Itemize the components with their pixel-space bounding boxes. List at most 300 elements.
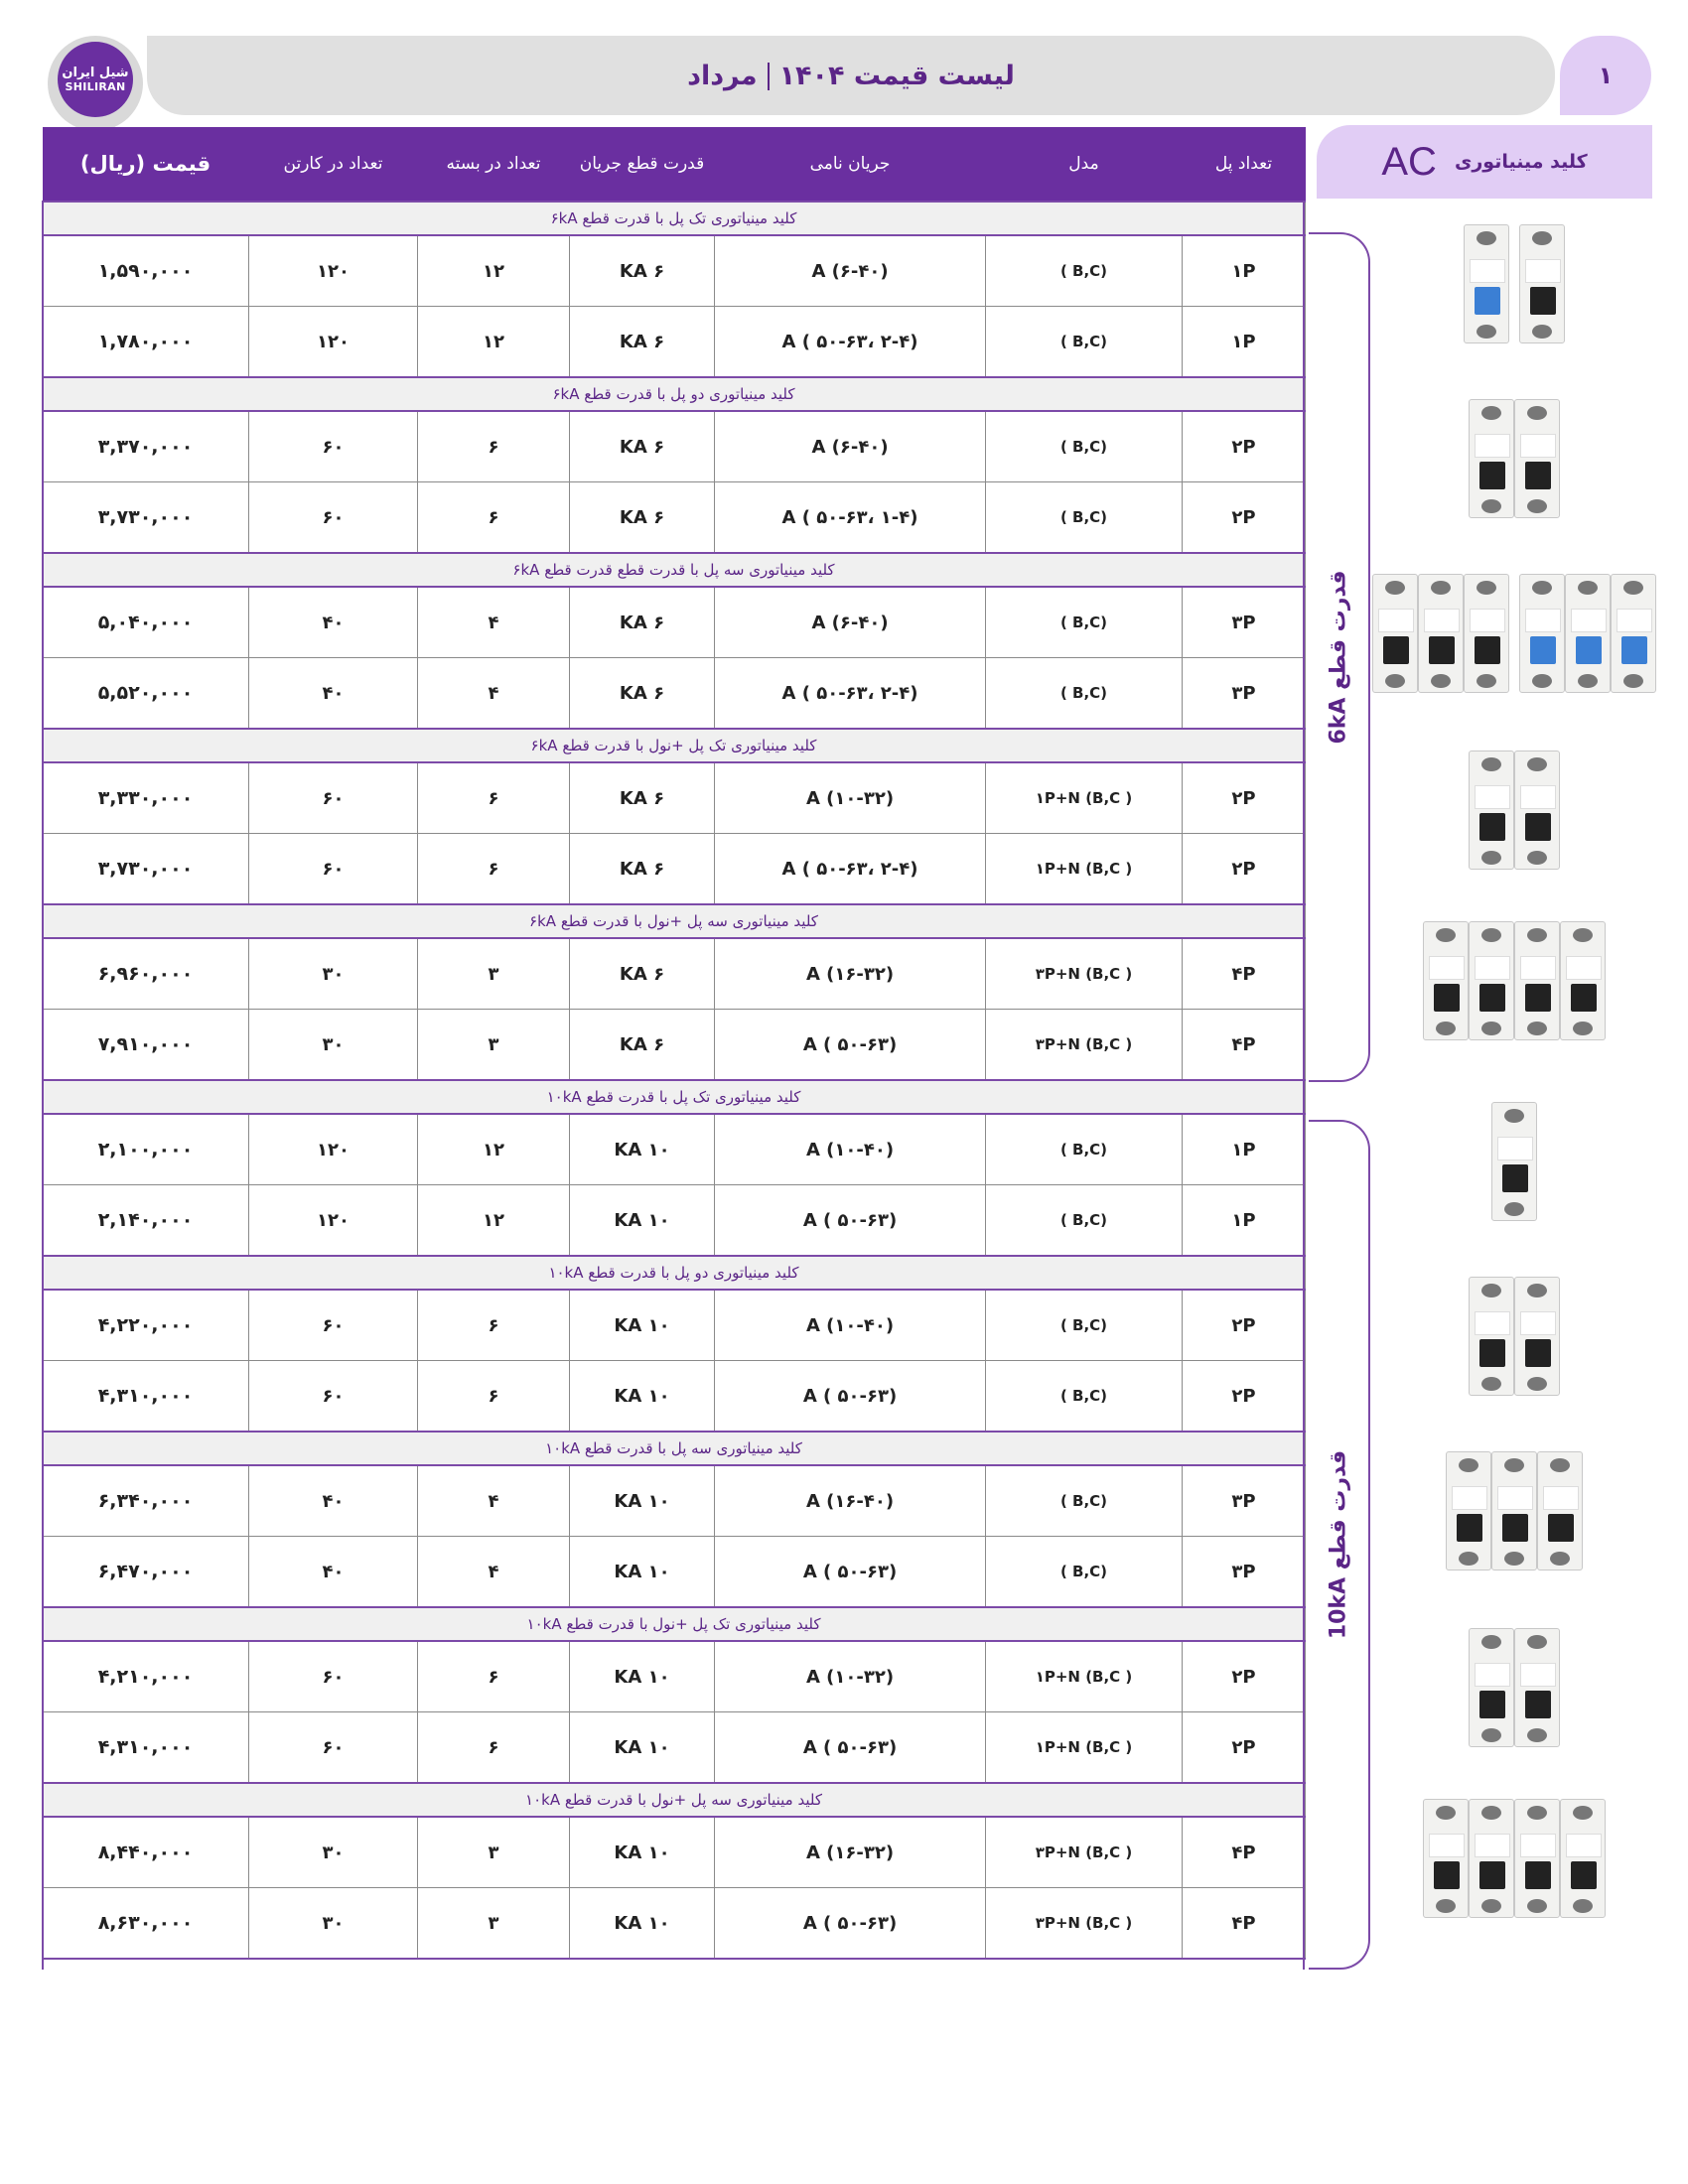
table-row bbox=[43, 1361, 1306, 1433]
cell-model: ۳P+N (B,C ) bbox=[986, 1888, 1183, 1960]
terminal-screw bbox=[1550, 1458, 1570, 1472]
section-header-row bbox=[43, 1607, 1306, 1641]
table-row bbox=[43, 1010, 1306, 1081]
terminal-screw bbox=[1436, 1022, 1456, 1035]
breaker-module bbox=[1491, 1451, 1537, 1570]
cell-price: ۱,۵۹۰,۰۰۰ bbox=[43, 235, 249, 307]
rating-label bbox=[1497, 1486, 1533, 1510]
cell-current: (۵۰-۶۳ ) A bbox=[715, 1537, 986, 1608]
cell-pack: ۶ bbox=[418, 1290, 570, 1361]
mcb-3pn-icon bbox=[1423, 1799, 1606, 1918]
section-header-row bbox=[43, 904, 1306, 938]
terminal-screw bbox=[1481, 1022, 1501, 1035]
cell-price: ۲,۱۰۰,۰۰۰ bbox=[43, 1114, 249, 1185]
toggle-handle bbox=[1434, 984, 1460, 1012]
cell-carton: ۳۰ bbox=[249, 1010, 418, 1081]
breaker-module bbox=[1537, 1451, 1583, 1570]
terminal-screw bbox=[1527, 1284, 1547, 1297]
section-header-row bbox=[43, 553, 1306, 587]
terminal-screw bbox=[1504, 1109, 1524, 1123]
table-row bbox=[43, 658, 1306, 730]
table-row bbox=[43, 762, 1306, 834]
toggle-handle bbox=[1479, 1861, 1505, 1889]
terminal-screw bbox=[1481, 1806, 1501, 1820]
cell-pack: ۶ bbox=[418, 1712, 570, 1784]
terminal-screw bbox=[1504, 1552, 1524, 1566]
cell-carton: ۱۲۰ bbox=[249, 235, 418, 307]
section-header-row bbox=[43, 377, 1306, 411]
terminal-screw bbox=[1532, 581, 1552, 595]
cell-pack: ۴ bbox=[418, 658, 570, 730]
cell-pack: ۱۲ bbox=[418, 235, 570, 307]
rating-label bbox=[1378, 609, 1414, 632]
cell-pack: ۳ bbox=[418, 1010, 570, 1081]
rating-label bbox=[1520, 434, 1556, 458]
cell-price: ۸,۶۳۰,۰۰۰ bbox=[43, 1888, 249, 1960]
cell-price: ۳,۷۳۰,۰۰۰ bbox=[43, 834, 249, 905]
rating-label bbox=[1470, 259, 1505, 283]
breaker-module bbox=[1491, 1102, 1537, 1221]
cell-current: (۶-۴۰) A bbox=[715, 411, 986, 482]
group-label-10ka bbox=[1309, 1120, 1370, 1970]
terminal-screw bbox=[1527, 1728, 1547, 1742]
cell-carton: ۴۰ bbox=[249, 1537, 418, 1608]
terminal-screw bbox=[1573, 1899, 1593, 1913]
cell-price: ۲,۱۴۰,۰۰۰ bbox=[43, 1185, 249, 1257]
terminal-screw bbox=[1436, 1806, 1456, 1820]
mcb-3pn-icon bbox=[1423, 921, 1606, 1040]
breaker-module bbox=[1469, 751, 1514, 870]
col-header-pack: تعداد در بسته bbox=[418, 127, 570, 202]
cell-breaking: ۶ KA bbox=[570, 411, 715, 482]
cell-carton: ۳۰ bbox=[249, 1888, 418, 1960]
cell-breaking: ۶ KA bbox=[570, 834, 715, 905]
table-row bbox=[43, 235, 1306, 307]
cell-model: (B,C ) bbox=[986, 1465, 1183, 1537]
cell-price: ۷,۹۱۰,۰۰۰ bbox=[43, 1010, 249, 1081]
cell-price: ۸,۴۴۰,۰۰۰ bbox=[43, 1817, 249, 1888]
terminal-screw bbox=[1436, 1899, 1456, 1913]
section-title: کلید مینیاتوری سه پل +نول با قدرت قطع ۶kA bbox=[43, 904, 1306, 938]
terminal-screw bbox=[1527, 1635, 1547, 1649]
breaker-module bbox=[1446, 1451, 1491, 1570]
section-title: کلید مینیاتوری تک پل با قدرت قطع ۱۰kA bbox=[43, 1080, 1306, 1114]
section-header-row bbox=[43, 1080, 1306, 1114]
cell-model: ۳P+N (B,C ) bbox=[986, 1817, 1183, 1888]
cell-pack: ۱۲ bbox=[418, 1185, 570, 1257]
section-title: کلید مینیاتوری سه پل با قدرت قطع قدرت قطع ۶kA bbox=[43, 553, 1306, 587]
cell-price: ۴,۳۱۰,۰۰۰ bbox=[43, 1712, 249, 1784]
cell-current: (۵۰-۶۳ ) A bbox=[715, 1185, 986, 1257]
breaker-module bbox=[1514, 399, 1560, 518]
toggle-handle bbox=[1383, 636, 1409, 664]
cell-breaking: ۶ KA bbox=[570, 307, 715, 378]
cell-pack: ۴ bbox=[418, 1537, 570, 1608]
cell-poles: ۳P bbox=[1183, 1537, 1306, 1608]
section-title: کلید مینیاتوری تک پل با قدرت قطع ۶kA bbox=[43, 202, 1306, 235]
cell-model: ۳P+N (B,C ) bbox=[986, 1010, 1183, 1081]
cell-current: (۱۰-۳۲) A bbox=[715, 1641, 986, 1712]
toggle-handle bbox=[1530, 636, 1556, 664]
mcb-1pn-icon bbox=[1469, 751, 1560, 870]
cell-current: (۵۰-۶۳ ) A bbox=[715, 1010, 986, 1081]
terminal-screw bbox=[1573, 1806, 1593, 1820]
breaker-module bbox=[1565, 574, 1611, 693]
cell-carton: ۶۰ bbox=[249, 482, 418, 554]
breaker-module bbox=[1514, 921, 1560, 1040]
cell-price: ۱,۷۸۰,۰۰۰ bbox=[43, 307, 249, 378]
cell-poles: ۲P bbox=[1183, 482, 1306, 554]
terminal-screw bbox=[1532, 231, 1552, 245]
cell-poles: ۳P bbox=[1183, 587, 1306, 658]
col-header-current: جریان نامی bbox=[715, 127, 986, 202]
terminal-screw bbox=[1481, 1899, 1501, 1913]
cell-current: (۵۰-۶۳ ) A bbox=[715, 1712, 986, 1784]
toggle-handle bbox=[1434, 1861, 1460, 1889]
cell-breaking: ۱۰ KA bbox=[570, 1185, 715, 1257]
cell-price: ۳,۷۳۰,۰۰۰ bbox=[43, 482, 249, 554]
cell-carton: ۶۰ bbox=[249, 1641, 418, 1712]
cell-pack: ۳ bbox=[418, 938, 570, 1010]
cell-current: (۵۰-۶۳ ) A bbox=[715, 1361, 986, 1433]
terminal-screw bbox=[1385, 581, 1405, 595]
page-number: ۱ bbox=[1560, 36, 1651, 115]
toggle-handle bbox=[1571, 1861, 1597, 1889]
cell-model: (B,C ) bbox=[986, 1290, 1183, 1361]
rating-label bbox=[1520, 956, 1556, 980]
rating-label bbox=[1520, 785, 1556, 809]
toggle-handle bbox=[1548, 1514, 1574, 1542]
cell-model: (B,C ) bbox=[986, 1537, 1183, 1608]
cell-carton: ۱۲۰ bbox=[249, 1114, 418, 1185]
cell-poles: ۳P bbox=[1183, 1465, 1306, 1537]
section-header-row bbox=[43, 202, 1306, 235]
terminal-screw bbox=[1623, 581, 1643, 595]
breaker-module bbox=[1560, 921, 1606, 1040]
logo-text-fa: شیل ایران bbox=[62, 66, 129, 80]
cell-breaking: ۶ KA bbox=[570, 587, 715, 658]
group-label-6ka bbox=[1309, 232, 1370, 1082]
cell-price: ۶,۴۷۰,۰۰۰ bbox=[43, 1537, 249, 1608]
cell-pack: ۳ bbox=[418, 1817, 570, 1888]
cell-breaking: ۱۰ KA bbox=[570, 1888, 715, 1960]
cell-breaking: ۱۰ KA bbox=[570, 1641, 715, 1712]
cell-current: (۱۰-۴۰) A bbox=[715, 1114, 986, 1185]
cell-current: (۲-۴ ،۵۰-۶۳ ) A bbox=[715, 307, 986, 378]
logo-badge bbox=[58, 42, 133, 117]
cell-price: ۴,۲۱۰,۰۰۰ bbox=[43, 1641, 249, 1712]
cell-breaking: ۶ KA bbox=[570, 658, 715, 730]
terminal-screw bbox=[1573, 928, 1593, 942]
cell-current: (۲-۴ ،۵۰-۶۳ ) A bbox=[715, 658, 986, 730]
terminal-screw bbox=[1578, 581, 1598, 595]
terminal-screw bbox=[1527, 757, 1547, 771]
cell-pack: ۱۲ bbox=[418, 1114, 570, 1185]
cell-pack: ۶ bbox=[418, 1641, 570, 1712]
table-row bbox=[43, 587, 1306, 658]
cell-carton: ۱۲۰ bbox=[249, 307, 418, 378]
cell-pack: ۶ bbox=[418, 411, 570, 482]
table-row bbox=[43, 482, 1306, 554]
rating-label bbox=[1571, 609, 1607, 632]
cell-carton: ۶۰ bbox=[249, 411, 418, 482]
cell-current: (۱-۴ ،۵۰-۶۳ ) A bbox=[715, 482, 986, 554]
toggle-handle bbox=[1479, 1339, 1505, 1367]
table-row bbox=[43, 1185, 1306, 1257]
cell-current: (۶-۴۰) A bbox=[715, 587, 986, 658]
brand-logo bbox=[48, 36, 143, 131]
breaker-module bbox=[1514, 1628, 1560, 1747]
cell-breaking: ۶ KA bbox=[570, 938, 715, 1010]
category-name: کلید مینیاتوری bbox=[1454, 151, 1588, 173]
cell-pack: ۴ bbox=[418, 1465, 570, 1537]
terminal-screw bbox=[1477, 674, 1496, 688]
breaker-module bbox=[1372, 574, 1418, 693]
rating-label bbox=[1520, 1663, 1556, 1687]
cell-poles: ۲P bbox=[1183, 411, 1306, 482]
terminal-screw bbox=[1550, 1552, 1570, 1566]
rating-label bbox=[1520, 1311, 1556, 1335]
terminal-screw bbox=[1527, 499, 1547, 513]
cell-poles: ۲P bbox=[1183, 1361, 1306, 1433]
cell-breaking: ۶ KA bbox=[570, 482, 715, 554]
cell-breaking: ۱۰ KA bbox=[570, 1290, 715, 1361]
cell-poles: ۲P bbox=[1183, 762, 1306, 834]
toggle-handle bbox=[1576, 636, 1602, 664]
breaker-module bbox=[1469, 1277, 1514, 1396]
rating-label bbox=[1475, 434, 1510, 458]
col-header-model: مدل bbox=[986, 127, 1183, 202]
cell-breaking: ۱۰ KA bbox=[570, 1465, 715, 1537]
breaker-module bbox=[1469, 1799, 1514, 1918]
cell-breaking: ۱۰ KA bbox=[570, 1114, 715, 1185]
rating-label bbox=[1424, 609, 1460, 632]
rating-label bbox=[1566, 1834, 1602, 1857]
toggle-handle bbox=[1475, 636, 1500, 664]
cell-model: (B,C ) bbox=[986, 307, 1183, 378]
cell-breaking: ۶ KA bbox=[570, 762, 715, 834]
table-row bbox=[43, 1712, 1306, 1784]
cell-poles: ۲P bbox=[1183, 1641, 1306, 1712]
table-row bbox=[43, 307, 1306, 378]
terminal-screw bbox=[1481, 499, 1501, 513]
terminal-screw bbox=[1481, 851, 1501, 865]
toggle-handle bbox=[1502, 1164, 1528, 1192]
cell-breaking: ۱۰ KA bbox=[570, 1361, 715, 1433]
cell-pack: ۱۲ bbox=[418, 307, 570, 378]
rating-label bbox=[1475, 1834, 1510, 1857]
cell-poles: ۴P bbox=[1183, 938, 1306, 1010]
cell-current: (۱۶-۳۲) A bbox=[715, 1817, 986, 1888]
mcb-3p-pair-icon bbox=[1372, 574, 1656, 693]
terminal-screw bbox=[1477, 231, 1496, 245]
breaker-module bbox=[1469, 921, 1514, 1040]
toggle-handle bbox=[1479, 813, 1505, 841]
group-text-6ka: قدرت قطع 6kA bbox=[1326, 570, 1351, 745]
terminal-screw bbox=[1527, 406, 1547, 420]
section-title: کلید مینیاتوری تک پل +نول با قدرت قطع ۱۰kA bbox=[43, 1607, 1306, 1641]
terminal-screw bbox=[1532, 325, 1552, 339]
breaker-module bbox=[1514, 1799, 1560, 1918]
cell-poles: ۴P bbox=[1183, 1817, 1306, 1888]
terminal-screw bbox=[1436, 928, 1456, 942]
terminal-screw bbox=[1481, 406, 1501, 420]
cell-model: ۳P+N (B,C ) bbox=[986, 938, 1183, 1010]
section-header-row bbox=[43, 1432, 1306, 1465]
terminal-screw bbox=[1527, 928, 1547, 942]
breaker-module bbox=[1469, 1628, 1514, 1747]
breaker-module bbox=[1423, 1799, 1469, 1918]
terminal-screw bbox=[1481, 1377, 1501, 1391]
cell-breaking: ۱۰ KA bbox=[570, 1537, 715, 1608]
cell-price: ۴,۲۲۰,۰۰۰ bbox=[43, 1290, 249, 1361]
section-title: کلید مینیاتوری دو پل با قدرت قطع ۶kA bbox=[43, 377, 1306, 411]
terminal-screw bbox=[1527, 1022, 1547, 1035]
rating-label bbox=[1429, 1834, 1465, 1857]
terminal-screw bbox=[1459, 1458, 1478, 1472]
breaker-module bbox=[1519, 574, 1565, 693]
toggle-handle bbox=[1479, 984, 1505, 1012]
terminal-screw bbox=[1477, 325, 1496, 339]
terminal-screw bbox=[1481, 1728, 1501, 1742]
cell-model: (B,C ) bbox=[986, 1114, 1183, 1185]
toggle-handle bbox=[1530, 287, 1556, 315]
cell-current: (۱۰-۴۰) A bbox=[715, 1290, 986, 1361]
breaker-module bbox=[1464, 224, 1509, 343]
terminal-screw bbox=[1459, 1552, 1478, 1566]
cell-pack: ۴ bbox=[418, 587, 570, 658]
cell-carton: ۶۰ bbox=[249, 762, 418, 834]
terminal-screw bbox=[1477, 581, 1496, 595]
terminal-screw bbox=[1527, 851, 1547, 865]
title-separator bbox=[768, 63, 770, 90]
cell-model: ۱P+N (B,C ) bbox=[986, 1712, 1183, 1784]
col-header-poles: تعداد پل bbox=[1183, 127, 1306, 202]
toggle-handle bbox=[1457, 1514, 1482, 1542]
toggle-handle bbox=[1525, 984, 1551, 1012]
rating-label bbox=[1452, 1486, 1487, 1510]
cell-current: (۵۰-۶۳ ) A bbox=[715, 1888, 986, 1960]
cell-price: ۶,۳۴۰,۰۰۰ bbox=[43, 1465, 249, 1537]
cell-price: ۵,۰۴۰,۰۰۰ bbox=[43, 587, 249, 658]
breaker-module bbox=[1560, 1799, 1606, 1918]
section-title: کلید مینیاتوری سه پل با قدرت قطع ۱۰kA bbox=[43, 1432, 1306, 1465]
breaker-module bbox=[1514, 1277, 1560, 1396]
cell-model: ۱P+N (B,C ) bbox=[986, 834, 1183, 905]
terminal-screw bbox=[1481, 1635, 1501, 1649]
section-title: کلید مینیاتوری دو پل با قدرت قطع ۱۰kA bbox=[43, 1256, 1306, 1290]
breaker-module bbox=[1464, 574, 1509, 693]
price-table-wrap bbox=[42, 127, 1305, 1960]
cell-model: (B,C ) bbox=[986, 1185, 1183, 1257]
cell-carton: ۱۲۰ bbox=[249, 1185, 418, 1257]
section-header-row bbox=[43, 1783, 1306, 1817]
breaker-module bbox=[1514, 751, 1560, 870]
section-title: کلید مینیاتوری تک پل +نول با قدرت قطع ۶kA bbox=[43, 729, 1306, 762]
breaker-module bbox=[1611, 574, 1656, 693]
terminal-screw bbox=[1481, 1284, 1501, 1297]
toggle-handle bbox=[1525, 1861, 1551, 1889]
cell-price: ۴,۳۱۰,۰۰۰ bbox=[43, 1361, 249, 1433]
category-code: AC bbox=[1381, 139, 1437, 184]
table-row bbox=[43, 1641, 1306, 1712]
cell-model: (B,C ) bbox=[986, 411, 1183, 482]
rating-label bbox=[1475, 956, 1510, 980]
mcb-1pn-icon bbox=[1469, 1628, 1560, 1747]
terminal-screw bbox=[1578, 674, 1598, 688]
table-row bbox=[43, 1817, 1306, 1888]
rating-label bbox=[1525, 609, 1561, 632]
table-row bbox=[43, 834, 1306, 905]
breaker-module bbox=[1423, 921, 1469, 1040]
rating-label bbox=[1429, 956, 1465, 980]
toggle-handle bbox=[1479, 462, 1505, 489]
cell-price: ۵,۵۲۰,۰۰۰ bbox=[43, 658, 249, 730]
rating-label bbox=[1475, 1663, 1510, 1687]
toggle-handle bbox=[1429, 636, 1455, 664]
cell-model: ۱P+N (B,C ) bbox=[986, 762, 1183, 834]
table-body bbox=[43, 202, 1306, 1959]
section-header-row bbox=[43, 1256, 1306, 1290]
section-title: کلید مینیاتوری سه پل +نول با قدرت قطع ۱۰kA bbox=[43, 1783, 1306, 1817]
title-main: لیست قیمت ۱۴۰۴ bbox=[778, 60, 1015, 91]
cell-poles: ۴P bbox=[1183, 1010, 1306, 1081]
price-table bbox=[42, 127, 1306, 1960]
cell-carton: ۶۰ bbox=[249, 1712, 418, 1784]
cell-poles: ۲P bbox=[1183, 834, 1306, 905]
terminal-screw bbox=[1623, 674, 1643, 688]
terminal-screw bbox=[1481, 757, 1501, 771]
table-row bbox=[43, 1537, 1306, 1608]
mcb-3p-icon bbox=[1446, 1451, 1583, 1570]
cell-poles: ۳P bbox=[1183, 658, 1306, 730]
toggle-handle bbox=[1621, 636, 1647, 664]
terminal-screw bbox=[1527, 1899, 1547, 1913]
cell-poles: ۱P bbox=[1183, 307, 1306, 378]
cell-carton: ۶۰ bbox=[249, 834, 418, 905]
title-month: مرداد bbox=[687, 60, 758, 91]
group-text-10ka: قدرت قطع 10kA bbox=[1326, 1449, 1351, 1640]
cell-model: (B,C ) bbox=[986, 482, 1183, 554]
rating-label bbox=[1475, 1311, 1510, 1335]
toggle-handle bbox=[1479, 1691, 1505, 1718]
breaker-module bbox=[1469, 399, 1514, 518]
col-header-price: قیمت (ریال) bbox=[43, 127, 249, 202]
cell-pack: ۳ bbox=[418, 1888, 570, 1960]
mcb-2p-icon bbox=[1469, 399, 1560, 518]
toggle-handle bbox=[1525, 462, 1551, 489]
table-row bbox=[43, 1290, 1306, 1361]
cell-current: (۱۶-۳۲) A bbox=[715, 938, 986, 1010]
cell-price: ۳,۳۷۰,۰۰۰ bbox=[43, 411, 249, 482]
cell-current: (۶-۴۰) A bbox=[715, 235, 986, 307]
table-header-row bbox=[43, 127, 1306, 202]
cell-model: (B,C ) bbox=[986, 235, 1183, 307]
mcb-1p-pair-icon bbox=[1464, 224, 1565, 343]
col-header-breaking: قدرت قطع جریان bbox=[570, 127, 715, 202]
toggle-handle bbox=[1525, 1691, 1551, 1718]
table-row bbox=[43, 1114, 1306, 1185]
terminal-screw bbox=[1431, 674, 1451, 688]
cell-price: ۳,۳۳۰,۰۰۰ bbox=[43, 762, 249, 834]
terminal-screw bbox=[1385, 674, 1405, 688]
cell-breaking: ۱۰ KA bbox=[570, 1712, 715, 1784]
table-row bbox=[43, 938, 1306, 1010]
logo-text-en: SHILIRAN bbox=[65, 80, 126, 93]
cell-poles: ۲P bbox=[1183, 1290, 1306, 1361]
cell-breaking: ۶ KA bbox=[570, 235, 715, 307]
category-label bbox=[1317, 125, 1652, 199]
